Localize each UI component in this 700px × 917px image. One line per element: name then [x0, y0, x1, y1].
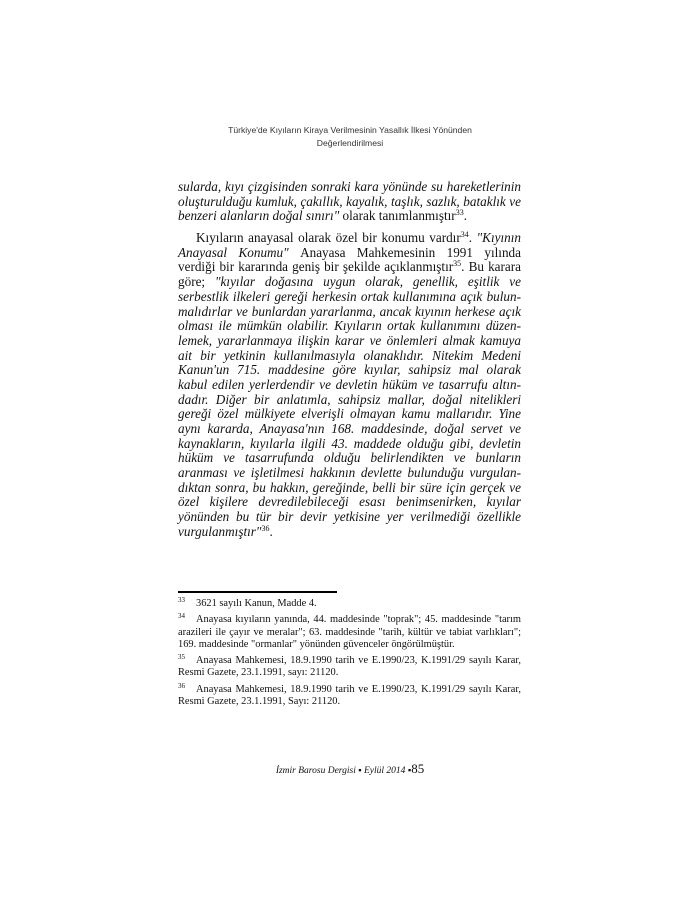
text-segment: aranması ve işletilmesi hakkının devlette bulunduğu vurgulan- [178, 465, 521, 481]
running-header-line1: Türkiye'de Kıyıların Kiraya Verilmesinin Yasallık İlkesi Yönünden [228, 125, 472, 135]
text-line [178, 319, 521, 334]
journal-name: İzmir Barosu Dergisi [275, 766, 356, 776]
text-segment: . Bu karara [461, 259, 522, 275]
text-segment: ait bir yetkinin kullanılmasıyla olanaklıdır. Nitekim Medeni [178, 347, 521, 363]
footnote-text: Anayasa Mahkemesi, 18.9.1990 tarih ve E.1990/23, K.1991/29 sayılı Karar, Resmi Gazete, 23.1.1991, sayı: 21120. [178, 655, 521, 679]
text-segment: lemek, yararlanmaya ilişkin karar ve önlemleri almak kamuya [178, 332, 521, 348]
text-segment: verdiği bir kararında geniş bir şekilde açıklanmıştır [178, 259, 454, 275]
text-line [178, 260, 521, 275]
footnote [178, 681, 521, 709]
text-segment: vurgulanmıştır" [178, 523, 262, 539]
footnote-number: 34 [178, 612, 185, 621]
footnote-rule [178, 591, 337, 593]
footnote-ref: 36 [261, 523, 270, 533]
text-segment: serbestlik ilkeleri gereği herkesin ortak kullanımına açık bulun- [178, 288, 521, 304]
footnote-text: Anayasa kıyıların yanında, 44. maddesinde "toprak"; 45. maddesinde "tarım arazileri ile çayır ve meralar"; 63. maddesinde "tarih, kültür ve tabiat varlıkları"; 169. maddesinde "ormanlar" yönünden güvenceler öngörülmüştür. [178, 614, 521, 650]
text-line [178, 209, 521, 224]
text-segment: oluşturulduğu kumluk, çakıllık, kayalık, taşlık, sazlık, bataklık ve [178, 193, 521, 209]
text-segment: "kıyılar doğasına uygun olarak, genellik, eşitlik ve [215, 274, 521, 290]
text-line [178, 363, 521, 378]
text-segment: aynı kararda, Anayasa'nın 168. maddesinde, doğal servet ve [178, 421, 521, 436]
footnote-ref: 34 [460, 230, 469, 240]
text-line [178, 510, 521, 525]
text-segment: Anayasal Konumu" [178, 244, 301, 260]
text-segment: "Kıyının [476, 230, 521, 246]
text-line [178, 195, 521, 210]
text-segment: kaynakların, kıyılarla ilgili 43. maddede olduğu gibi, devletin [178, 435, 521, 451]
footnote-number: 35 [178, 653, 185, 662]
footnote-ref: 35 [453, 259, 462, 269]
text-line [178, 481, 521, 496]
text-line [178, 290, 521, 305]
text-line [178, 451, 521, 466]
text-line [178, 334, 521, 349]
issue-date: Eylül 2014 [364, 766, 406, 776]
text-segment: malıdırlar ve bunlardan yararlanma, ancak kıyının herkese açık [178, 303, 521, 319]
separator: ▪ [358, 766, 362, 776]
footnote [178, 598, 521, 610]
text-segment: hüküm ve tasarrufunda olduğu belirlendikten ve bunların [178, 450, 521, 466]
text-line [178, 437, 521, 452]
text-segment: . [269, 523, 273, 539]
text-segment: sularda, kıyı çizgisinden sonraki kara yönünde su hareketlerinin [178, 179, 521, 194]
footnote [178, 655, 521, 680]
text-segment: göre; [178, 274, 216, 290]
separator: ▪ [407, 766, 412, 776]
text-line [178, 231, 521, 246]
text-line [178, 407, 521, 422]
text-line [178, 246, 521, 261]
text-segment: . [468, 230, 477, 246]
text-segment: olması ile mümkün olabilir. Kıyıların ortak kullanımını düzen- [178, 318, 521, 334]
footnotes [178, 598, 521, 712]
text-line [178, 466, 521, 481]
text-line [178, 275, 521, 290]
footnote-number: 33 [178, 596, 185, 604]
body-text [178, 180, 521, 540]
text-line [178, 378, 521, 393]
text-line [178, 422, 521, 437]
text-segment: benzeri alanların doğal sınırı" [178, 208, 343, 224]
running-header-line2: Değerlendirilmesi [316, 138, 384, 148]
footnote-ref: 33 [455, 208, 464, 218]
text-segment: olarak tanımlanmıştır [342, 208, 456, 224]
footnote-text: Anayasa Mahkemesi, 18.9.1990 tarih ve E.1990/23, K.1991/29 sayılı Karar, Resmi Gazete, 23.1.1991, Sayı: 21120. [178, 683, 521, 708]
text-segment: Kanun'un 715. maddesine göre kıyılar, sahipsiz mal olarak [178, 362, 521, 378]
text-line [178, 525, 521, 540]
text-line [178, 393, 521, 408]
text-segment: . [463, 208, 467, 224]
text-segment: Anayasa Mahkemesinin 1991 yılında [300, 244, 521, 260]
page-number: 85 [411, 761, 425, 776]
text-segment: yönünden bu tür bir devir yetkisine yer verilmediği özellikle [178, 509, 521, 525]
page-footer [0, 761, 700, 777]
text-line [178, 495, 521, 510]
text-line [178, 349, 521, 364]
footnote-number: 36 [178, 681, 185, 690]
text-line [178, 180, 521, 195]
text-segment: kabul edilen yerlerdendir ve devletin hüküm ve tasarrufu altın- [178, 376, 521, 392]
text-segment: Kıyıların anayasal olarak özel bir konumu vardır [196, 230, 461, 246]
text-line [178, 305, 521, 320]
footnote-text: 3621 sayılı Kanun, Madde 4. [196, 598, 317, 609]
text-segment: dıktan sonra, bu hakkın, gereğinde, belli bir süre için gerçek ve [178, 479, 521, 495]
text-segment: gereği özel mülkiyete elverişli olmayan kamu mallarıdır. Yine [178, 406, 521, 422]
text-segment: özel kişilere devredilebileceği esası benimsenirken, kıyılar [178, 494, 521, 510]
text-segment: dadır. Diğer bir anlatımla, sahipsiz mallar, doğal nitelikleri [178, 391, 521, 407]
footnote [178, 614, 521, 651]
